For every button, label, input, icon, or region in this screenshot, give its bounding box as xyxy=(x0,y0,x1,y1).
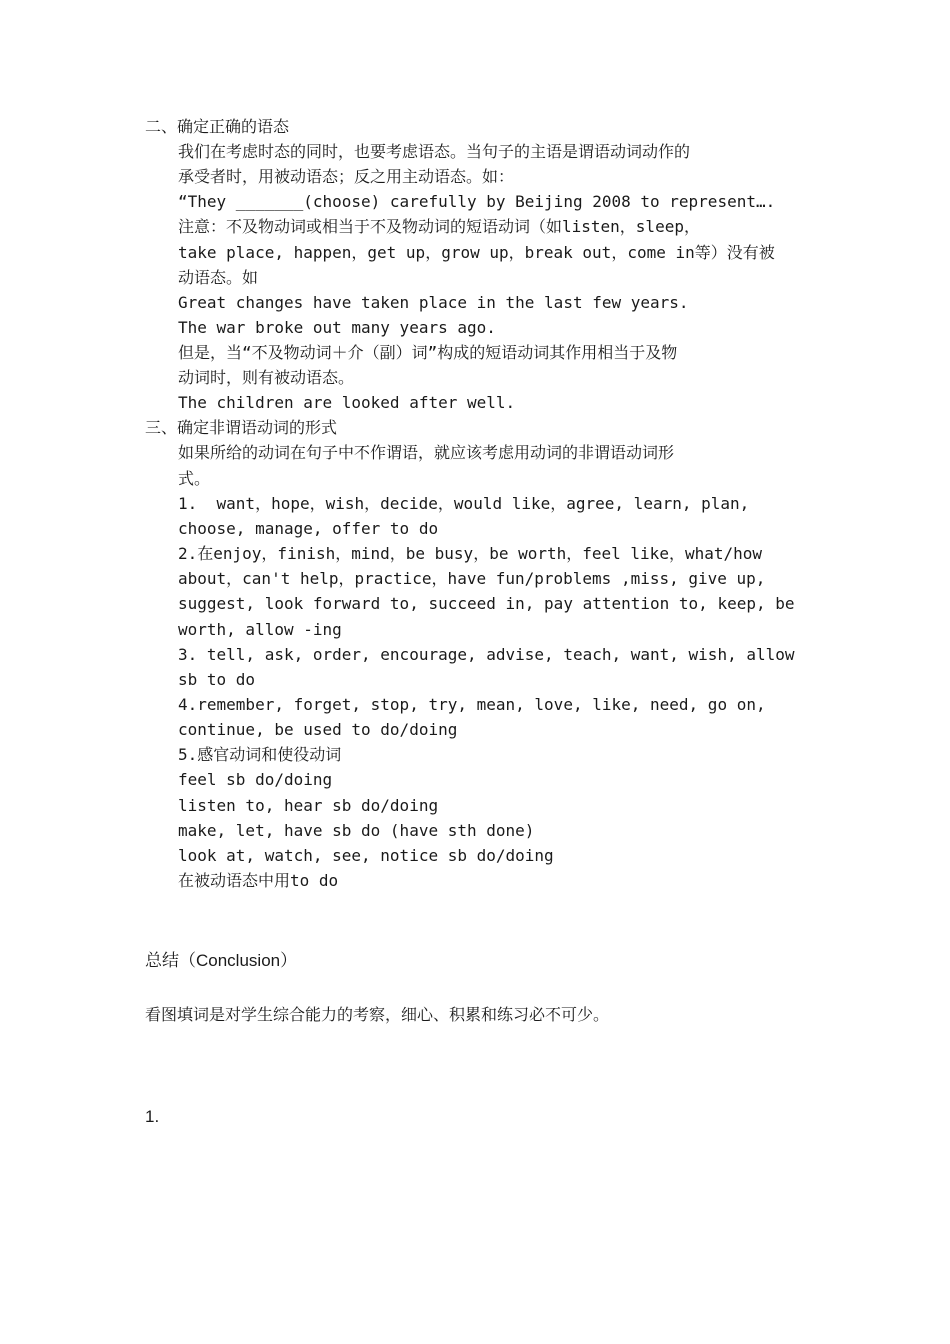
section-2-line: take place, happen，get up，grow up，break out，come in等）没有被 xyxy=(178,243,775,262)
section-3-line: 3. tell, ask, order, encourage, advise, teach, want, wish, allow xyxy=(178,645,795,664)
section-3-line: 在被动语态中用to do xyxy=(178,871,339,890)
section-3-line: listen to, hear sb do/doing xyxy=(178,796,439,815)
section-2-line: The children are looked after well. xyxy=(178,393,516,412)
conclusion-text: 看图填词是对学生综合能力的考察，细心、积累和练习必不可少。 xyxy=(145,1005,610,1024)
section-3-line: 2.在enjoy，finish，mind，be busy，be worth，feel like，what/how xyxy=(178,544,763,563)
section-3-line: 1. want，hope，wish，decide，would like，agree, learn, plan, xyxy=(178,494,750,513)
section-2-line: 动语态。如 xyxy=(178,268,259,287)
section-3-line: continue, be used to do/doing xyxy=(178,720,458,739)
section-3-line: suggest, look forward to, succeed in, pay attention to, keep, be xyxy=(178,594,795,613)
section-2-heading: 二、确定正确的语态 xyxy=(145,117,290,136)
section-3-line: make, let, have sb do (have sth done) xyxy=(178,821,535,840)
section-2-line: “They _______(choose) carefully by Beijing 2008 to represent…. xyxy=(178,192,776,211)
section-3-line: worth, allow -ing xyxy=(178,620,342,639)
section-3-line: 5.感官动词和使役动词 xyxy=(178,745,342,764)
section-3-line: 如果所给的动词在句子中不作谓语，就应该考虑用动词的非谓语动词形 xyxy=(178,443,675,462)
section-3-line: sb to do xyxy=(178,670,256,689)
section-3-line: look at, watch, see, notice sb do/doing xyxy=(178,846,554,865)
section-2-line: 注意：不及物动词或相当于不及物动词的短语动词（如listen，sleep， xyxy=(178,217,700,236)
section-2-line: 我们在考虑时态的同时，也要考虑语态。当句子的主语是谓语动词动作的 xyxy=(178,142,691,161)
section-2-line: The war broke out many years ago. xyxy=(178,318,496,337)
section-2-line: 但是，当“不及物动词＋介（副）词”构成的短语动词其作用相当于及物 xyxy=(178,343,678,362)
section-3-line: feel sb do/doing xyxy=(178,770,333,789)
section-2-line: Great changes have taken place in the last few years. xyxy=(178,293,689,312)
section-3-heading: 三、确定非谓语动词的形式 xyxy=(145,418,338,437)
section-3-line: 4.remember, forget, stop, try, mean, love, like, need, go on, xyxy=(178,695,766,714)
section-3-line: about，can't help，practice，have fun/problems ,miss, give up, xyxy=(178,569,766,588)
conclusion-heading: 总结（Conclusion） xyxy=(145,951,298,970)
list-item-number: 1. xyxy=(145,1107,160,1126)
section-3-line: 式。 xyxy=(178,469,211,488)
section-2-line: 动词时，则有被动语态。 xyxy=(178,368,355,387)
section-3-line: choose, manage, offer to do xyxy=(178,519,439,538)
section-2-line: 承受者时，用被动语态；反之用主动语态。如： xyxy=(178,167,515,186)
